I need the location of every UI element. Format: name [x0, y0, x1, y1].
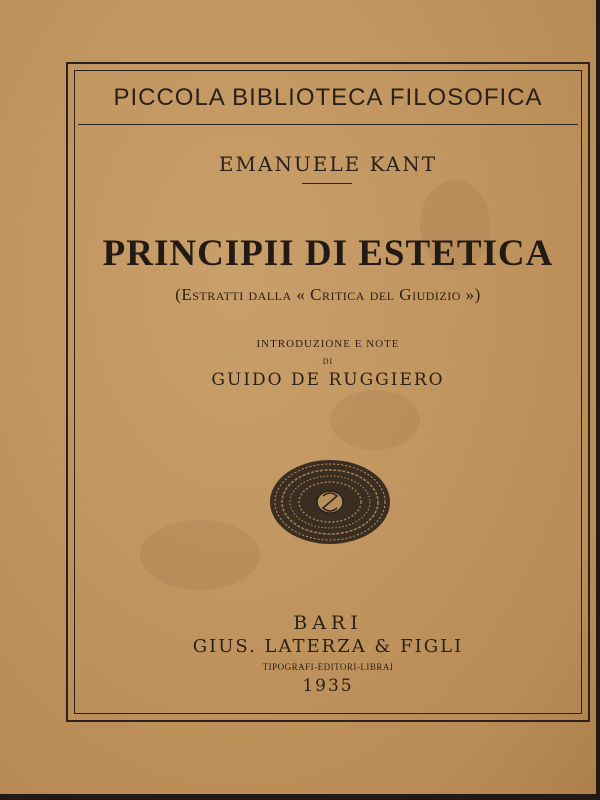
publication-city: BARI — [293, 612, 363, 634]
book-title: PRINCIPII DI ESTETICA — [102, 233, 554, 274]
series-divider — [78, 124, 578, 125]
publisher-emblem-icon — [268, 458, 392, 546]
book-subtitle: (Estratti dalla « Critica del Giudizio ») — [175, 285, 481, 304]
publisher-trades: TIPOGRAFI-EDITORI-LIBRAI — [262, 662, 394, 672]
author-name: EMANUELE KANT — [218, 152, 438, 176]
credit-connector: DI — [322, 357, 334, 366]
editor-name: GUIDO DE RUGGIERO — [211, 370, 445, 390]
introduction-credit: INTRODUZIONE E NOTE — [256, 338, 400, 350]
author-divider — [302, 183, 352, 184]
series-title: PICCOLA BIBLIOTECA FILOSOFICA — [113, 84, 543, 111]
publication-year: 1935 — [302, 676, 354, 696]
publisher-name: GIUS. LATERZA & FIGLI — [192, 636, 464, 657]
